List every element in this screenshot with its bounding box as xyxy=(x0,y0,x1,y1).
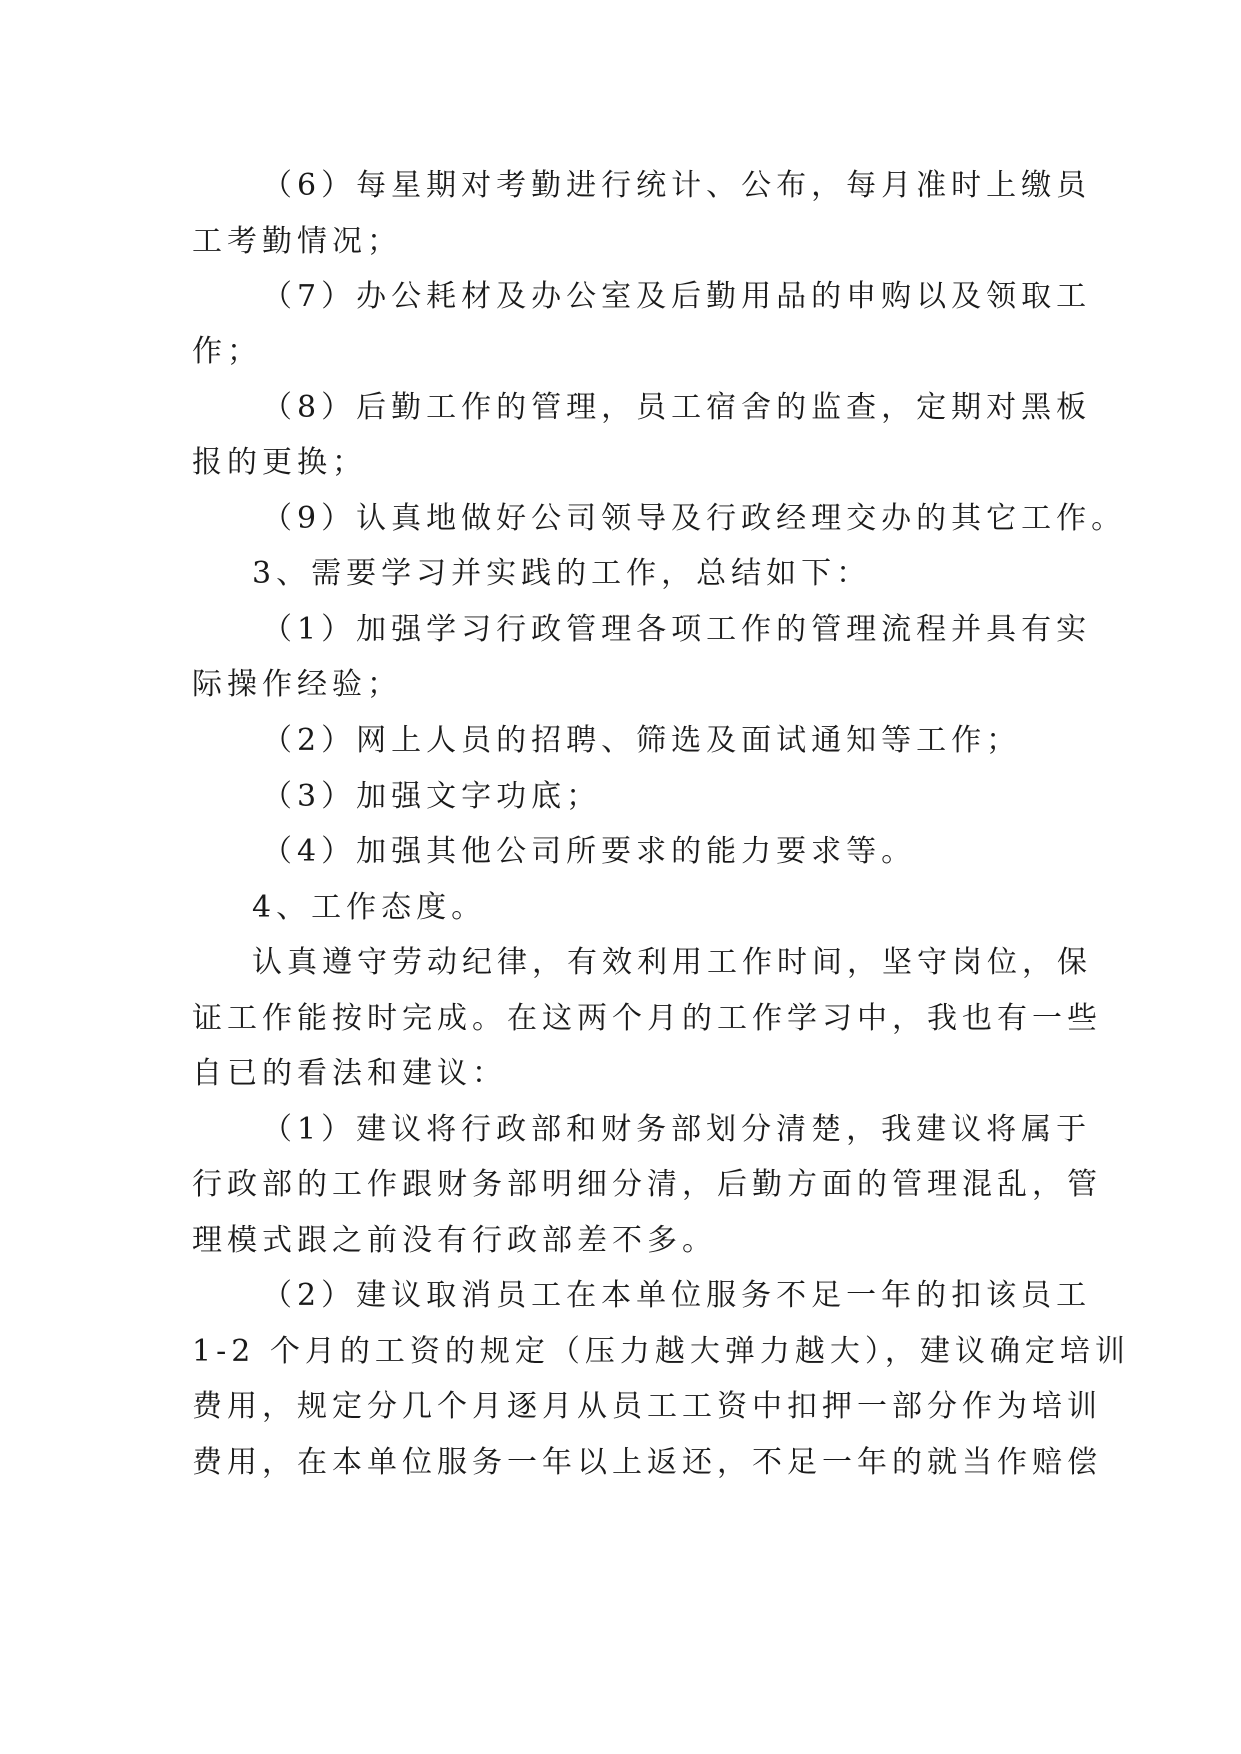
paragraph-line: （9）认真地做好公司领导及行政经理交办的其它工作。 xyxy=(262,501,1127,536)
paragraph-line: （3）加强文字功底； xyxy=(262,779,602,814)
paragraph-line: 工考勤情况； xyxy=(192,224,402,259)
paragraph-line: 作； xyxy=(192,334,262,369)
paragraph-line: （8）后勤工作的管理，员工宿舍的监查，定期对黑板 xyxy=(262,390,1092,425)
paragraph-line: 行政部的工作跟财务部明细分清，后勤方面的管理混乱，管 xyxy=(192,1167,1102,1202)
paragraph-line: 费用，规定分几个月逐月从员工工资中扣押一部分作为培训 xyxy=(192,1389,1102,1424)
paragraph-line: 证工作能按时完成。在这两个月的工作学习中，我也有一些 xyxy=(192,1001,1102,1036)
section-heading: 3、需要学习并实践的工作，总结如下： xyxy=(252,556,872,591)
paragraph-line: （6）每星期对考勤进行统计、公布，每月准时上缴员 xyxy=(262,168,1092,203)
paragraph-line: （2）网上人员的招聘、筛选及面试通知等工作； xyxy=(262,723,1022,758)
paragraph-line: 际操作经验； xyxy=(192,667,402,702)
section-heading: 4、工作态度。 xyxy=(252,890,487,925)
paragraph-line: 自已的看法和建议： xyxy=(192,1056,507,1091)
paragraph-line: 费用，在本单位服务一年以上返还，不足一年的就当作赔偿 xyxy=(192,1445,1102,1480)
paragraph-line: 认真遵守劳动纪律，有效利用工作时间，坚守岗位，保 xyxy=(252,945,1092,980)
paragraph-line: （1）建议将行政部和财务部划分清楚，我建议将属于 xyxy=(262,1112,1092,1147)
paragraph-line: 报的更换； xyxy=(192,445,367,480)
paragraph-line: （1）加强学习行政管理各项工作的管理流程并具有实 xyxy=(262,612,1092,647)
paragraph-line: （7）办公耗材及办公室及后勤用品的申购以及领取工 xyxy=(262,279,1092,314)
paragraph-line: （2）建议取消员工在本单位服务不足一年的扣该员工 xyxy=(262,1278,1092,1313)
paragraph-line: （4）加强其他公司所要求的能力要求等。 xyxy=(262,834,917,869)
paragraph-line: 理模式跟之前没有行政部差不多。 xyxy=(192,1223,717,1258)
paragraph-line: 1-2 个月的工资的规定（压力越大弹力越大），建议确定培训 xyxy=(192,1334,1130,1369)
